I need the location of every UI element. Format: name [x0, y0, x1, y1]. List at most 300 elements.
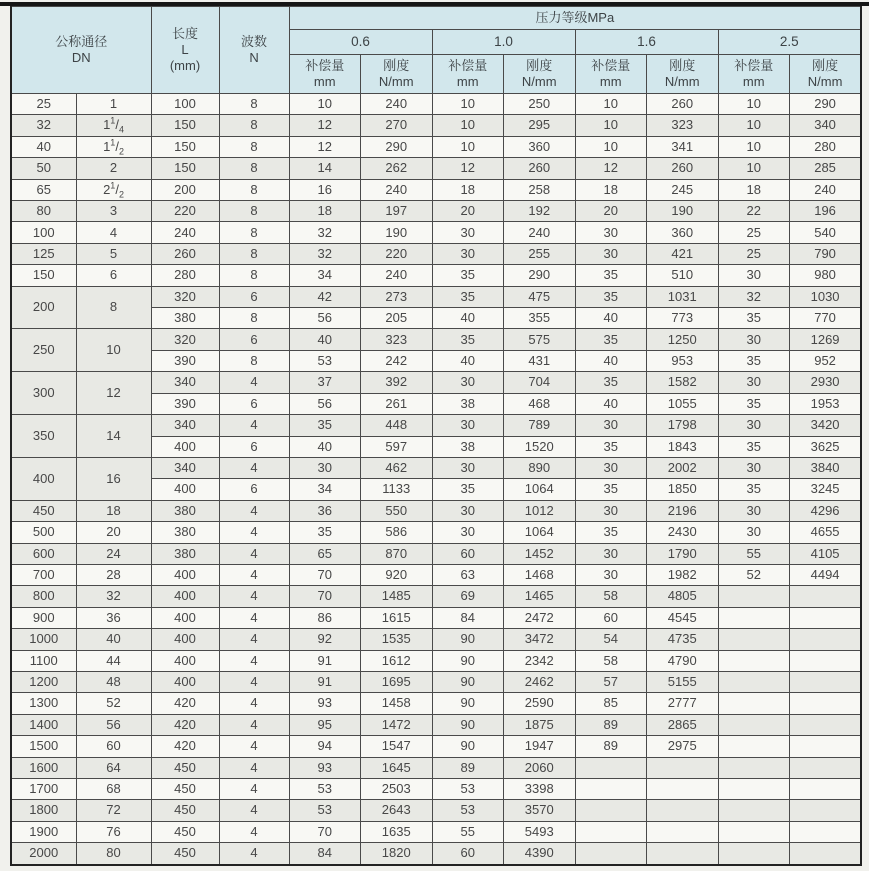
- cell-stiffness: 273: [361, 286, 433, 307]
- cell-compensation: 30: [718, 500, 790, 521]
- cell-stiffness: 704: [504, 372, 576, 393]
- cell-stiffness: 197: [361, 201, 433, 222]
- cell-stiffness: 285: [790, 158, 862, 179]
- cell-length: 400: [151, 564, 219, 585]
- cell-compensation: 35: [289, 415, 361, 436]
- cell-compensation: 54: [575, 629, 647, 650]
- table-body: [11, 94, 861, 866]
- cell-compensation: 20: [432, 201, 504, 222]
- cell-stiffness: 1269: [790, 329, 862, 350]
- cell-length: 390: [151, 393, 219, 414]
- cell-compensation: 93: [289, 693, 361, 714]
- cell-compensation: 35: [432, 329, 504, 350]
- cell-length: 400: [151, 607, 219, 628]
- col-header-stiffness: 刚度 N/mm: [790, 55, 862, 94]
- cell-stiffness: 1485: [361, 586, 433, 607]
- cell-stiffness: 1031: [647, 286, 719, 307]
- cell-dn-mm: 65: [11, 179, 76, 200]
- cell-stiffness: 355: [504, 308, 576, 329]
- cell-compensation: 30: [432, 522, 504, 543]
- cell-compensation: 18: [432, 179, 504, 200]
- cell-dn-mm: 1300: [11, 693, 76, 714]
- cell-length: 280: [151, 265, 219, 286]
- cell-stiffness: [790, 650, 862, 671]
- dn-label-cn: 公称通径: [55, 33, 108, 49]
- cell-stiffness: 597: [361, 436, 433, 457]
- cell-stiffness: 3245: [790, 479, 862, 500]
- cell-stiffness: 1790: [647, 543, 719, 564]
- cell-stiffness: 1645: [361, 757, 433, 778]
- cell-compensation: 55: [432, 821, 504, 842]
- cell-compensation: 53: [289, 800, 361, 821]
- cell-waves: 4: [219, 372, 289, 393]
- cell-stiffness: 1798: [647, 415, 719, 436]
- cell-compensation: 35: [289, 522, 361, 543]
- cell-stiffness: 260: [647, 94, 719, 115]
- cell-compensation: [718, 671, 790, 692]
- cell-dn-inch: 80: [76, 843, 151, 865]
- pressure-level-1_0: 1.0: [432, 30, 575, 55]
- cell-compensation: 90: [432, 714, 504, 735]
- cell-waves: 4: [219, 629, 289, 650]
- col-header-stiffness: 刚度 N/mm: [361, 55, 433, 94]
- cell-dn-inch: 16: [76, 457, 151, 500]
- cell-stiffness: 890: [504, 457, 576, 478]
- cell-length: 400: [151, 479, 219, 500]
- cell-compensation: 84: [289, 843, 361, 865]
- cell-dn-mm: 700: [11, 564, 76, 585]
- cell-compensation: 92: [289, 629, 361, 650]
- cell-compensation: 10: [718, 115, 790, 136]
- cell-length: 340: [151, 372, 219, 393]
- cell-compensation: 30: [432, 415, 504, 436]
- cell-dn-mm: 350: [11, 415, 76, 458]
- cell-waves: 8: [219, 158, 289, 179]
- cell-compensation: 18: [289, 201, 361, 222]
- cell-compensation: 86: [289, 607, 361, 628]
- cell-dn-mm: 1900: [11, 821, 76, 842]
- table-row: [11, 372, 861, 393]
- cell-dn-inch: 24: [76, 543, 151, 564]
- cell-length: 420: [151, 736, 219, 757]
- cell-compensation: 35: [575, 522, 647, 543]
- cell-stiffness: [647, 821, 719, 842]
- cell-compensation: 30: [575, 415, 647, 436]
- cell-compensation: 35: [575, 479, 647, 500]
- cell-length: 320: [151, 329, 219, 350]
- cell-dn-inch: 68: [76, 779, 151, 800]
- cell-stiffness: 4655: [790, 522, 862, 543]
- table-row: [11, 543, 861, 564]
- cell-stiffness: 2503: [361, 779, 433, 800]
- cell-compensation: [718, 650, 790, 671]
- cell-stiffness: 4494: [790, 564, 862, 585]
- cell-stiffness: 260: [504, 158, 576, 179]
- cell-compensation: 30: [575, 500, 647, 521]
- cell-stiffness: 1133: [361, 479, 433, 500]
- cell-stiffness: 540: [790, 222, 862, 243]
- cell-stiffness: 2342: [504, 650, 576, 671]
- table-row: [11, 693, 861, 714]
- cell-compensation: 10: [432, 115, 504, 136]
- cell-stiffness: 190: [647, 201, 719, 222]
- cell-compensation: 30: [432, 457, 504, 478]
- cell-compensation: 30: [289, 457, 361, 478]
- cell-waves: 6: [219, 329, 289, 350]
- cell-stiffness: 2462: [504, 671, 576, 692]
- cell-waves: 4: [219, 693, 289, 714]
- col-header-compensation: 补偿量 mm: [718, 55, 790, 94]
- cell-dn-inch: 48: [76, 671, 151, 692]
- cell-dn-inch: $2^1/_2$: [76, 179, 151, 200]
- cell-stiffness: 280: [790, 136, 862, 157]
- table-header: [11, 7, 861, 94]
- cell-length: 220: [151, 201, 219, 222]
- table-row: [11, 629, 861, 650]
- cell-stiffness: 2196: [647, 500, 719, 521]
- cell-stiffness: 205: [361, 308, 433, 329]
- cell-compensation: 35: [575, 372, 647, 393]
- cell-waves: 4: [219, 757, 289, 778]
- cell-compensation: 30: [718, 522, 790, 543]
- table-row: [11, 158, 861, 179]
- table-row: [11, 136, 861, 157]
- cell-stiffness: 220: [361, 243, 433, 264]
- cell-stiffness: 240: [790, 179, 862, 200]
- cell-waves: 8: [219, 115, 289, 136]
- cell-compensation: 35: [575, 265, 647, 286]
- cell-dn-mm: 50: [11, 158, 76, 179]
- cell-dn-mm: 250: [11, 329, 76, 372]
- cell-compensation: 60: [432, 843, 504, 865]
- cell-stiffness: 980: [790, 265, 862, 286]
- cell-compensation: [718, 586, 790, 607]
- cell-stiffness: 1843: [647, 436, 719, 457]
- cell-stiffness: [647, 800, 719, 821]
- cell-compensation: 20: [575, 201, 647, 222]
- cell-compensation: 57: [575, 671, 647, 692]
- cell-stiffness: 431: [504, 350, 576, 371]
- cell-compensation: 30: [575, 243, 647, 264]
- col-header-waves: 波数 N: [219, 7, 289, 94]
- cell-stiffness: 190: [361, 222, 433, 243]
- cell-waves: 4: [219, 843, 289, 865]
- cell-stiffness: 1452: [504, 543, 576, 564]
- cell-stiffness: 1520: [504, 436, 576, 457]
- cell-compensation: 70: [289, 821, 361, 842]
- cell-stiffness: 3570: [504, 800, 576, 821]
- cell-stiffness: 586: [361, 522, 433, 543]
- cell-dn-inch: 72: [76, 800, 151, 821]
- cell-stiffness: 3420: [790, 415, 862, 436]
- cell-compensation: 30: [718, 329, 790, 350]
- cell-compensation: 84: [432, 607, 504, 628]
- cell-stiffness: 3472: [504, 629, 576, 650]
- cell-stiffness: 1250: [647, 329, 719, 350]
- cell-waves: 8: [219, 265, 289, 286]
- cell-compensation: 30: [718, 415, 790, 436]
- cell-waves: 4: [219, 821, 289, 842]
- cell-length: 450: [151, 779, 219, 800]
- cell-length: 150: [151, 136, 219, 157]
- cell-dn-inch: 14: [76, 415, 151, 458]
- col-header-pressure-group: 压力等级MPa: [289, 7, 861, 30]
- cell-compensation: 35: [575, 329, 647, 350]
- cell-dn-mm: 1200: [11, 671, 76, 692]
- cell-stiffness: 421: [647, 243, 719, 264]
- table-row: [11, 94, 861, 115]
- cell-waves: 8: [219, 201, 289, 222]
- table-row: [11, 564, 861, 585]
- cell-stiffness: 1982: [647, 564, 719, 585]
- cell-dn-inch: 12: [76, 372, 151, 415]
- cell-stiffness: 323: [361, 329, 433, 350]
- cell-stiffness: 260: [647, 158, 719, 179]
- cell-waves: 6: [219, 393, 289, 414]
- cell-compensation: 30: [575, 564, 647, 585]
- cell-stiffness: 870: [361, 543, 433, 564]
- cell-stiffness: 1547: [361, 736, 433, 757]
- cell-dn-mm: 125: [11, 243, 76, 264]
- cell-compensation: 90: [432, 629, 504, 650]
- cell-compensation: 40: [289, 329, 361, 350]
- cell-waves: 4: [219, 543, 289, 564]
- cell-stiffness: 1953: [790, 393, 862, 414]
- cell-length: 400: [151, 436, 219, 457]
- col-header-compensation: 补偿量 mm: [432, 55, 504, 94]
- cell-compensation: 10: [575, 94, 647, 115]
- table-row: [11, 415, 861, 436]
- cell-stiffness: 2430: [647, 522, 719, 543]
- cell-dn-inch: 28: [76, 564, 151, 585]
- cell-waves: 4: [219, 586, 289, 607]
- cell-length: 260: [151, 243, 219, 264]
- cell-stiffness: 952: [790, 350, 862, 371]
- cell-stiffness: 196: [790, 201, 862, 222]
- cell-stiffness: 2590: [504, 693, 576, 714]
- cell-compensation: 35: [575, 286, 647, 307]
- cell-stiffness: 1472: [361, 714, 433, 735]
- cell-stiffness: 773: [647, 308, 719, 329]
- cell-compensation: [718, 757, 790, 778]
- cell-compensation: 53: [289, 350, 361, 371]
- cell-stiffness: 323: [647, 115, 719, 136]
- cell-stiffness: 475: [504, 286, 576, 307]
- cell-compensation: 12: [289, 136, 361, 157]
- cell-stiffness: 2930: [790, 372, 862, 393]
- cell-compensation: 38: [432, 436, 504, 457]
- cell-stiffness: 1582: [647, 372, 719, 393]
- cell-waves: 8: [219, 243, 289, 264]
- cell-waves: 4: [219, 671, 289, 692]
- cell-compensation: 10: [718, 158, 790, 179]
- cell-length: 340: [151, 457, 219, 478]
- cell-compensation: 35: [575, 436, 647, 457]
- cell-compensation: 12: [289, 115, 361, 136]
- cell-length: 340: [151, 415, 219, 436]
- table-row: [11, 457, 861, 478]
- cell-dn-inch: 32: [76, 586, 151, 607]
- table-row: [11, 607, 861, 628]
- cell-stiffness: 1055: [647, 393, 719, 414]
- cell-waves: 4: [219, 457, 289, 478]
- cell-compensation: 90: [432, 671, 504, 692]
- cell-stiffness: 953: [647, 350, 719, 371]
- cell-length: 200: [151, 179, 219, 200]
- cell-compensation: 91: [289, 650, 361, 671]
- cell-stiffness: 258: [504, 179, 576, 200]
- table-row: [11, 779, 861, 800]
- col-header-stiffness: 刚度 N/mm: [504, 55, 576, 94]
- cell-waves: 8: [219, 94, 289, 115]
- cell-compensation: 89: [575, 736, 647, 757]
- cell-stiffness: 2002: [647, 457, 719, 478]
- cell-compensation: 40: [432, 308, 504, 329]
- cell-compensation: [575, 843, 647, 865]
- pressure-level-0_6: 0.6: [289, 30, 432, 55]
- cell-stiffness: 3840: [790, 457, 862, 478]
- cell-stiffness: 4790: [647, 650, 719, 671]
- cell-compensation: 30: [718, 265, 790, 286]
- cell-compensation: 35: [432, 479, 504, 500]
- table-row: [11, 736, 861, 757]
- cell-compensation: 89: [432, 757, 504, 778]
- cell-length: 420: [151, 714, 219, 735]
- cell-dn-mm: 450: [11, 500, 76, 521]
- cell-dn-inch: 44: [76, 650, 151, 671]
- cell-compensation: [575, 821, 647, 842]
- cell-dn-mm: 500: [11, 522, 76, 543]
- cell-dn-inch: 2: [76, 158, 151, 179]
- cell-length: 400: [151, 650, 219, 671]
- cell-stiffness: 240: [361, 94, 433, 115]
- table-row: [11, 821, 861, 842]
- cell-stiffness: 290: [361, 136, 433, 157]
- cell-compensation: 53: [432, 800, 504, 821]
- table-row: [11, 522, 861, 543]
- cell-waves: 8: [219, 222, 289, 243]
- cell-compensation: 56: [289, 308, 361, 329]
- cell-compensation: 10: [718, 94, 790, 115]
- cell-compensation: 63: [432, 564, 504, 585]
- cell-waves: 8: [219, 308, 289, 329]
- cell-stiffness: 261: [361, 393, 433, 414]
- cell-compensation: 69: [432, 586, 504, 607]
- col-header-length: 长度 L (mm): [151, 7, 219, 94]
- cell-dn-inch: 64: [76, 757, 151, 778]
- cell-compensation: 40: [432, 350, 504, 371]
- cell-compensation: 58: [575, 650, 647, 671]
- cell-waves: 4: [219, 415, 289, 436]
- cell-waves: 4: [219, 500, 289, 521]
- cell-compensation: 85: [575, 693, 647, 714]
- cell-dn-mm: 1600: [11, 757, 76, 778]
- cell-stiffness: 1064: [504, 522, 576, 543]
- cell-stiffness: [790, 586, 862, 607]
- cell-compensation: 10: [432, 94, 504, 115]
- cell-compensation: 12: [432, 158, 504, 179]
- cell-compensation: 30: [718, 457, 790, 478]
- col-header-compensation: 补偿量 mm: [289, 55, 361, 94]
- cell-compensation: [718, 629, 790, 650]
- cell-waves: 4: [219, 607, 289, 628]
- cell-stiffness: [790, 843, 862, 865]
- cell-compensation: 35: [432, 265, 504, 286]
- cell-stiffness: 1695: [361, 671, 433, 692]
- cell-compensation: 38: [432, 393, 504, 414]
- cell-compensation: 10: [432, 136, 504, 157]
- cell-compensation: 32: [289, 222, 361, 243]
- cell-stiffness: 550: [361, 500, 433, 521]
- table-row: [11, 329, 861, 350]
- cell-dn-mm: 600: [11, 543, 76, 564]
- cell-stiffness: 360: [504, 136, 576, 157]
- cell-compensation: 10: [718, 136, 790, 157]
- cell-waves: 6: [219, 286, 289, 307]
- cell-stiffness: 2643: [361, 800, 433, 821]
- table-row: [11, 500, 861, 521]
- cell-compensation: 42: [289, 286, 361, 307]
- cell-stiffness: 4296: [790, 500, 862, 521]
- cell-compensation: [718, 736, 790, 757]
- cell-stiffness: 255: [504, 243, 576, 264]
- cell-stiffness: 1875: [504, 714, 576, 735]
- cell-compensation: 14: [289, 158, 361, 179]
- cell-waves: 6: [219, 479, 289, 500]
- cell-compensation: 35: [718, 350, 790, 371]
- cell-dn-mm: 1000: [11, 629, 76, 650]
- cell-stiffness: 5155: [647, 671, 719, 692]
- cell-dn-inch: 76: [76, 821, 151, 842]
- cell-stiffness: 468: [504, 393, 576, 414]
- table-row: [11, 222, 861, 243]
- table-row: [11, 243, 861, 264]
- cell-stiffness: 262: [361, 158, 433, 179]
- cell-compensation: 34: [289, 479, 361, 500]
- cell-waves: 4: [219, 800, 289, 821]
- cell-stiffness: 510: [647, 265, 719, 286]
- cell-stiffness: [790, 800, 862, 821]
- cell-compensation: [718, 607, 790, 628]
- cell-compensation: [575, 800, 647, 821]
- cell-stiffness: 2975: [647, 736, 719, 757]
- cell-compensation: 93: [289, 757, 361, 778]
- cell-stiffness: 290: [504, 265, 576, 286]
- cell-stiffness: 462: [361, 457, 433, 478]
- cell-compensation: 35: [718, 436, 790, 457]
- cell-stiffness: 4105: [790, 543, 862, 564]
- bellows-spec-table: [10, 6, 862, 866]
- cell-stiffness: 448: [361, 415, 433, 436]
- cell-stiffness: [790, 629, 862, 650]
- table-row: [11, 286, 861, 307]
- cell-compensation: 12: [575, 158, 647, 179]
- cell-compensation: 30: [718, 372, 790, 393]
- cell-compensation: 70: [289, 586, 361, 607]
- table-row: [11, 800, 861, 821]
- cell-compensation: 30: [575, 457, 647, 478]
- cell-dn-mm: 32: [11, 115, 76, 136]
- cell-dn-inch: 56: [76, 714, 151, 735]
- cell-compensation: 91: [289, 671, 361, 692]
- cell-dn-mm: 1400: [11, 714, 76, 735]
- cell-stiffness: 240: [504, 222, 576, 243]
- cell-compensation: [718, 821, 790, 842]
- cell-stiffness: 1635: [361, 821, 433, 842]
- cell-dn-inch: 6: [76, 265, 151, 286]
- cell-compensation: 30: [432, 500, 504, 521]
- cell-waves: 8: [219, 136, 289, 157]
